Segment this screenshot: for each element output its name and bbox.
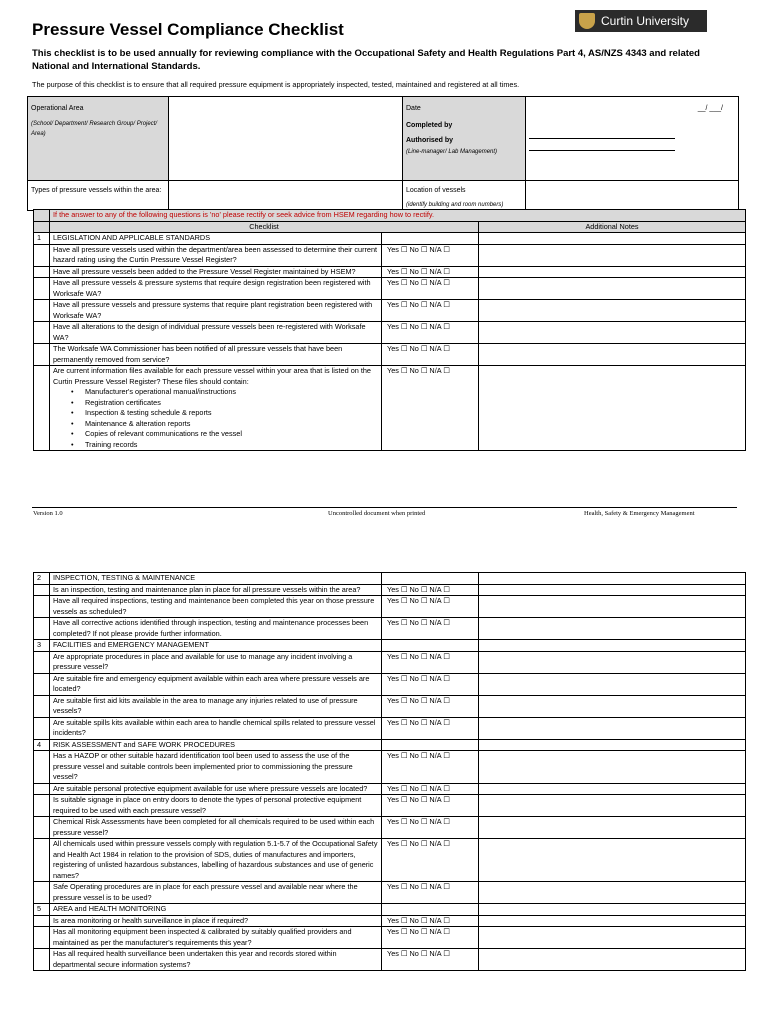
intro-text: This checklist is to be used annually for reviewing compliance with the Occupational Safety and Health Regulations Part 4, AS/NZS 4343 and related National and International Standards.	[32, 48, 700, 72]
notes-cell[interactable]	[479, 949, 746, 971]
date-value: __/ ___/	[697, 105, 723, 112]
notes-cell[interactable]	[479, 584, 746, 596]
answer-cell	[382, 640, 479, 652]
info-table	[27, 96, 739, 211]
question-row	[34, 915, 746, 927]
date-completed-field[interactable]	[526, 97, 739, 181]
question-text: The Worksafe WA Commissioner has been notified of all pressure vessels that have been permanently removed from service?	[50, 344, 382, 366]
crest-icon	[579, 13, 595, 29]
yes-no-na-options[interactable]: Yes ☐ No ☐ N/A ☐	[382, 244, 479, 266]
checklist-table-page2	[33, 572, 746, 971]
number-cell	[34, 751, 50, 784]
question-text: Have all alterations to the design of individual pressure vessels been re-registered with Worksafe WA?	[50, 322, 382, 344]
question-row	[34, 795, 746, 817]
bullet-item: • Copies of relevant communications re the vessel	[85, 429, 378, 440]
number-cell	[34, 795, 50, 817]
number-cell	[34, 673, 50, 695]
location-field[interactable]	[526, 181, 739, 211]
section-header-row	[34, 640, 746, 652]
curtin-logo	[575, 10, 707, 32]
question-row	[34, 618, 746, 640]
section-header-row	[34, 904, 746, 916]
notes-cell[interactable]	[479, 322, 746, 344]
number-cell	[34, 278, 50, 300]
yes-no-na-options[interactable]: Yes ☐ No ☐ N/A ☐	[382, 882, 479, 904]
yes-no-na-options[interactable]: Yes ☐ No ☐ N/A ☐	[382, 266, 479, 278]
section-number: 2	[34, 573, 50, 585]
checklist-table-page1	[33, 209, 746, 451]
question-row	[34, 751, 746, 784]
notes-cell[interactable]	[479, 839, 746, 882]
footer-line	[32, 507, 737, 508]
section-number: 1	[34, 233, 50, 245]
yes-no-na-options[interactable]: Yes ☐ No ☐ N/A ☐	[382, 300, 479, 322]
question-row	[34, 882, 746, 904]
question-row	[34, 717, 746, 739]
number-cell	[34, 651, 50, 673]
notes-cell[interactable]	[479, 640, 746, 652]
yes-no-na-options[interactable]: Yes ☐ No ☐ N/A ☐	[382, 717, 479, 739]
yes-no-na-options[interactable]: Yes ☐ No ☐ N/A ☐	[382, 673, 479, 695]
notes-cell[interactable]	[479, 739, 746, 751]
notes-cell[interactable]	[479, 817, 746, 839]
question-text: Are suitable first aid kits available in the area to manage any injuries related to use of pressure vessels?	[50, 695, 382, 717]
section-header-row	[34, 233, 746, 245]
notes-cell[interactable]	[479, 915, 746, 927]
yes-no-na-options[interactable]: Yes ☐ No ☐ N/A ☐	[382, 584, 479, 596]
yes-no-na-options[interactable]: Yes ☐ No ☐ N/A ☐	[382, 322, 479, 344]
question-text: Are suitable personal protective equipment available for use where pressure vessels are located?	[50, 783, 382, 795]
yes-no-na-options[interactable]: Yes ☐ No ☐ N/A ☐	[382, 344, 479, 366]
number-cell	[34, 839, 50, 882]
question-row	[34, 695, 746, 717]
yes-no-na-options[interactable]: Yes ☐ No ☐ N/A ☐	[382, 839, 479, 882]
question-text: Are appropriate procedures in place and available for use to manage any incident involving a pressure vessel?	[50, 651, 382, 673]
section-number: 4	[34, 739, 50, 751]
yes-no-na-options[interactable]: Yes ☐ No ☐ N/A ☐	[382, 695, 479, 717]
notes-cell[interactable]	[479, 366, 746, 451]
question-row	[34, 949, 746, 971]
bullet-item: • Registration certificates	[85, 398, 378, 409]
notes-cell[interactable]	[479, 300, 746, 322]
question-row	[34, 817, 746, 839]
notes-cell[interactable]	[479, 573, 746, 585]
notes-cell[interactable]	[479, 783, 746, 795]
number-cell	[34, 949, 50, 971]
warning-text: If the answer to any of the following questions is 'no' please rectify or seek advice from HSEM regarding how to rectify.	[50, 210, 746, 222]
notes-cell[interactable]	[479, 751, 746, 784]
question-row	[34, 266, 746, 278]
question-text: Is an inspection, testing and maintenance plan in place for all pressure vessels within the area?	[50, 584, 382, 596]
types-field[interactable]	[169, 181, 403, 211]
location-label: Location of vessels (identify building and room numbers)	[403, 181, 526, 211]
notes-cell[interactable]	[479, 344, 746, 366]
answer-cell	[382, 573, 479, 585]
question-row	[34, 244, 746, 266]
question-text: All chemicals used within pressure vessels comply with regulation 5.1-5.7 of the Occupational Safety and Health Act 1984 in relation to the provision of SDS, duties of manufactures and importers, registering of unlisted hazardous substances, labelling of hazardous substances and use of generic names?	[50, 839, 382, 882]
yes-no-na-options[interactable]: Yes ☐ No ☐ N/A ☐	[382, 949, 479, 971]
footer-center: Uncontrolled document when printed	[328, 510, 426, 517]
number-cell	[34, 344, 50, 366]
number-cell	[34, 244, 50, 266]
logo-text: Curtin University	[601, 14, 690, 28]
question-text: Is suitable signage in place on entry doors to denote the types of personal protective equipment required to be used with each pressure vessel?	[50, 795, 382, 817]
question-row	[34, 584, 746, 596]
section-title: INSPECTION, TESTING & MAINTENANCE	[50, 573, 382, 585]
number-cell	[34, 584, 50, 596]
answer-cell	[382, 739, 479, 751]
question-row	[34, 927, 746, 949]
date-completed-label: Date Completed by Authorised by (Line-manager/ Lab Management)	[403, 97, 526, 181]
question-text: Has all required health surveillance been undertaken this year and records stored within departmental secure information systems?	[50, 949, 382, 971]
yes-no-na-options[interactable]: Yes ☐ No ☐ N/A ☐	[382, 651, 479, 673]
number-cell	[34, 783, 50, 795]
question-row	[34, 596, 746, 618]
question-text: Has a HAZOP or other suitable hazard identification tool been used to assess the use of the pressure vessel and suitable controls been implemented prior to commissioning the pressure vessel?	[50, 751, 382, 784]
number-cell	[34, 322, 50, 344]
number-cell	[34, 596, 50, 618]
yes-no-na-options[interactable]: Yes ☐ No ☐ N/A ☐	[382, 596, 479, 618]
notes-cell[interactable]	[479, 596, 746, 618]
number-cell	[34, 717, 50, 739]
bullet-item: • Inspection & testing schedule & reports	[85, 408, 378, 419]
yes-no-na-options[interactable]: Yes ☐ No ☐ N/A ☐	[382, 817, 479, 839]
question-text: Is area monitoring or health surveillance in place if required?	[50, 915, 382, 927]
number-cell	[34, 882, 50, 904]
bullet-item: • Manufacturer's operational manual/instructions	[85, 387, 378, 398]
section-header-row	[34, 573, 746, 585]
question-row	[34, 783, 746, 795]
yes-no-na-options[interactable]: Yes ☐ No ☐ N/A ☐	[382, 751, 479, 784]
number-cell	[34, 266, 50, 278]
notes-cell[interactable]	[479, 673, 746, 695]
section-title: FACILITIES and EMERGENCY MANAGEMENT	[50, 640, 382, 652]
yes-no-na-options[interactable]: Yes ☐ No ☐ N/A ☐	[382, 915, 479, 927]
yes-no-na-options[interactable]: Yes ☐ No ☐ N/A ☐	[382, 618, 479, 640]
question-text: Are suitable spills kits available within each area to handle chemical spills related to pressure vessel incidents?	[50, 717, 382, 739]
bullet-item: • Training records	[85, 440, 378, 451]
types-label: Types of pressure vessels within the area:	[28, 181, 169, 211]
number-cell	[34, 927, 50, 949]
notes-cell[interactable]	[479, 278, 746, 300]
yes-no-na-options[interactable]: Yes ☐ No ☐ N/A ☐	[382, 927, 479, 949]
notes-cell[interactable]	[479, 882, 746, 904]
question-text: Have all pressure vessels used within the department/area been assessed to determine their current hazard rating using the Curtin Pressure Vessel Register?	[50, 244, 382, 266]
number-cell	[34, 366, 50, 451]
question-row	[34, 300, 746, 322]
number-cell	[34, 817, 50, 839]
question-text: Has all monitoring equipment been inspected & calibrated by suitably qualified providers and maintained as per the manufacturer's requirements this year?	[50, 927, 382, 949]
notes-cell[interactable]	[479, 618, 746, 640]
section-number: 3	[34, 640, 50, 652]
operational-area-field[interactable]	[169, 97, 403, 181]
question-text: Are suitable fire and emergency equipment available within each area where pressure vessels are located?	[50, 673, 382, 695]
question-text: Have all required inspections, testing and maintenance been completed this year on those pressure vessels as scheduled?	[50, 596, 382, 618]
yes-no-na-options[interactable]: Yes ☐ No ☐ N/A ☐	[382, 783, 479, 795]
col-checklist: Checklist	[50, 221, 479, 233]
section-title: RISK ASSESSMENT and SAFE WORK PROCEDURES	[50, 739, 382, 751]
answer-cell	[382, 233, 479, 245]
section-header-row	[34, 739, 746, 751]
yes-no-na-options[interactable]: Yes ☐ No ☐ N/A ☐	[382, 366, 479, 451]
question-row	[34, 366, 746, 451]
yes-no-na-options[interactable]: Yes ☐ No ☐ N/A ☐	[382, 278, 479, 300]
question-text: Have all corrective actions identified through inspection, testing and maintenance processes been completed? If not please provide further information.	[50, 618, 382, 640]
question-row	[34, 278, 746, 300]
col-notes: Additional Notes	[479, 221, 746, 233]
notes-cell[interactable]	[479, 651, 746, 673]
answer-cell	[382, 904, 479, 916]
question-row	[34, 839, 746, 882]
footer-right: Health, Safety & Emergency Management	[584, 510, 695, 517]
completed-by-line	[529, 137, 675, 139]
section-title: LEGISLATION AND APPLICABLE STANDARDS	[50, 233, 382, 245]
question-text: Are current information files available for each pressure vessel within your area that is listed on the Curtin Pressure Vessel Register? These files should contain: • Manufacturer's operational manual/instructions • Registration certificates • Inspection & testing schedule & reports • Maintenance & alteration reports • Copies of relevant communications re the vessel • Training records	[50, 366, 382, 451]
operational-area-label: Operational Area (School/ Department/ Research Group/ Project/ Area)	[28, 97, 169, 181]
bullet-item: • Maintenance & alteration reports	[85, 419, 378, 430]
authorised-by-line	[529, 149, 675, 151]
question-text: Safe Operating procedures are in place for each pressure vessel and available near where the pressure vessel is to be used?	[50, 882, 382, 904]
number-cell	[34, 695, 50, 717]
question-text: Chemical Risk Assessments have been completed for all chemicals required to be used within each pressure vessel?	[50, 817, 382, 839]
notes-cell[interactable]	[479, 266, 746, 278]
notes-cell[interactable]	[479, 717, 746, 739]
question-text: Have all pressure vessels & pressure systems that require design registration been registered with Worksafe WA?	[50, 278, 382, 300]
section-number: 5	[34, 904, 50, 916]
yes-no-na-options[interactable]: Yes ☐ No ☐ N/A ☐	[382, 795, 479, 817]
bullet-list	[53, 387, 378, 450]
question-row	[34, 322, 746, 344]
notes-cell[interactable]	[479, 695, 746, 717]
number-cell	[34, 915, 50, 927]
question-row	[34, 673, 746, 695]
notes-cell[interactable]	[479, 233, 746, 245]
page-title: Pressure Vessel Compliance Checklist	[32, 20, 344, 39]
notes-cell[interactable]	[479, 795, 746, 817]
notes-cell[interactable]	[479, 904, 746, 916]
footer-version: Version 1.0	[33, 510, 63, 517]
notes-cell[interactable]	[479, 244, 746, 266]
section-title: AREA and HEALTH MONITORING	[50, 904, 382, 916]
question-row	[34, 651, 746, 673]
notes-cell[interactable]	[479, 927, 746, 949]
number-cell	[34, 300, 50, 322]
question-text: Have all pressure vessels been added to the Pressure Vessel Register maintained by HSEM?	[50, 266, 382, 278]
purpose-text: The purpose of this checklist is to ensure that all required pressure equipment is appropriately inspected, tested, maintained and registered at all times.	[32, 80, 520, 89]
number-cell	[34, 618, 50, 640]
question-text: Have all pressure vessels and pressure systems that require plant registration been registered with Worksafe WA?	[50, 300, 382, 322]
question-row	[34, 344, 746, 366]
